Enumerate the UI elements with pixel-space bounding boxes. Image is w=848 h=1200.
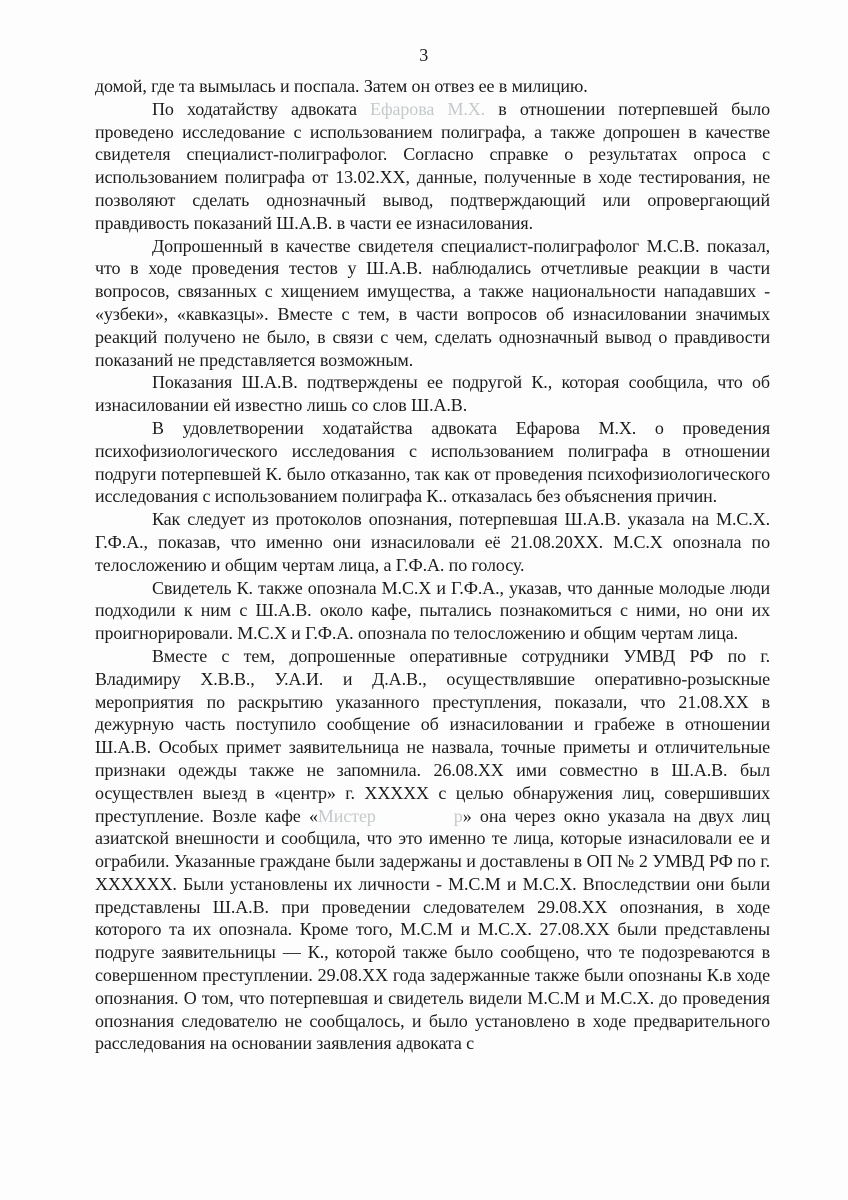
paragraph-operatives-testimony — [95, 645, 770, 1055]
paragraph-motion-denied: В удовлетворении ходатайства адвоката Ефарова М.Х. о проведения психофизиологического исследования с использованием полиграфа в отношении подруги потерпевшей К. было отказанно, так как от проведения психофизиологического исследования с использованием полиграфа К.. отказалась без объяснения причин. — [95, 417, 770, 507]
redacted-gap — [376, 821, 454, 822]
paragraph-polygraph-expert: Допрошенный в качестве свидетеля специалист-полиграфолог М.С.В. показал, что в ходе проведения тестов у Ш.А.В. наблюдались отчетливые реакции в части вопросов, связанных с хищением имущества, а также национальности нападавших - «узбеки», «кавказцы». Вместе с тем, в части вопросов об изнасиловании значимых реакций получено не было, в связи с чем, сделать однозначный вывод о правдивости показаний не представляется возможным. — [95, 235, 770, 370]
paragraph-text: » она через окно указала на двух лиц азиатской внешности и сообщила, что это именно те лица, которые изнасиловали ее и ограбили. Указанные граждане были задержаны и доставлены в ОП № 2 УМВД РФ по г. ХХХХХХ. Были установлены их личности - М.С.М и М.С.Х. Впоследствии они были представлены Ш.А.В. при проведении следователем 29.08.ХХ опознания, в ходе которого та их опознала. Кроме того, М.С.М и М.С.Х. 27.08.ХХ были представлены подруге заявительницы — К., которой также было сообщено, что те подозреваются в совершенном преступлении. 29.08.ХХ года задержанные также были опознаны К.в ходе опознания. О том, что потерпевшая и свидетель видели М.С.М и М.С.Х. до проведения опознания следователю не сообщалось, и было установлено в ходе предварительного расследования на основании заявления адвоката с — [95, 805, 770, 1054]
redacted-cafe-name-tail: р — [453, 805, 463, 826]
redacted-cafe-name: Мистер — [317, 805, 376, 826]
page-number: 3 — [419, 45, 429, 65]
paragraph-text: Вместе с тем, допрошенные оперативные сотрудники УМВД РФ по г. Владимиру Х.В.В., У.А.И. и Д.А.В., осуществлявшие оперативно-розыскные мероприятия по раскрытию указанного преступления, показали, что 21.08.ХХ в дежурную часть поступило сообщение об изнасиловании и грабеже в отношении Ш.А.В. Особых примет заявительница не назвала, точные приметы и отличительные признаки одежды также не запомнила. 26.08.ХХ ими совместно в Ш.А.В. был осуществлен выезд в «центр» г. ХХХХХ с целью обнаружения лиц, совершивших преступление. Возле кафе « — [95, 645, 770, 826]
paragraph-polygraph-motion — [95, 98, 770, 235]
redacted-advocate-name: Ефарова М.Х. — [370, 98, 486, 119]
paragraph-continuation: домой, где та вымылась и поспала. Затем он отвез ее в милицию. — [95, 76, 588, 96]
document-body — [95, 75, 770, 1055]
paragraph-text: в отношении потерпевшей было проведено исследование с использованием полиграфа, а также допрошен в качестве свидетеля специалист-полиграфолог. Согласно справке о результатах опроса с использованием полиграфа от 13.02.ХХ, данные, полученные в ходе тестирования, не позволяют сделать однозначный вывод, подтверждающий или опровергающий правдивость показаний Ш.А.В. в части ее изнасилования. — [95, 98, 770, 233]
paragraph-witness-k-statement: Показания Ш.А.В. подтверждены ее подругой К., которая сообщила, что об изнасиловании ей известно лишь со слов Ш.А.В. — [95, 372, 770, 416]
paragraph-identification-protocols: Как следует из протоколов опознания, потерпевшая Ш.А.В. указала на М.С.Х. Г.Ф.А., показав, что именно они изнасиловали её 21.08.20ХХ. М.С.Х опознала по телосложению и общим чертам лица, а Г.Ф.А. по голосу. — [95, 509, 770, 575]
paragraph-witness-k-identification: Свидетель К. также опознала М.С.Х и Г.Ф.А., указав, что данные молодые люди подходили к ним с Ш.А.В. около кафе, пытались познакомиться с ними, но они их проигнорировали. М.С.Х и Г.Ф.А. опознала по телосложению и общим чертам лица. — [95, 577, 770, 644]
paragraph-text: По ходатайству адвоката — [152, 98, 371, 119]
